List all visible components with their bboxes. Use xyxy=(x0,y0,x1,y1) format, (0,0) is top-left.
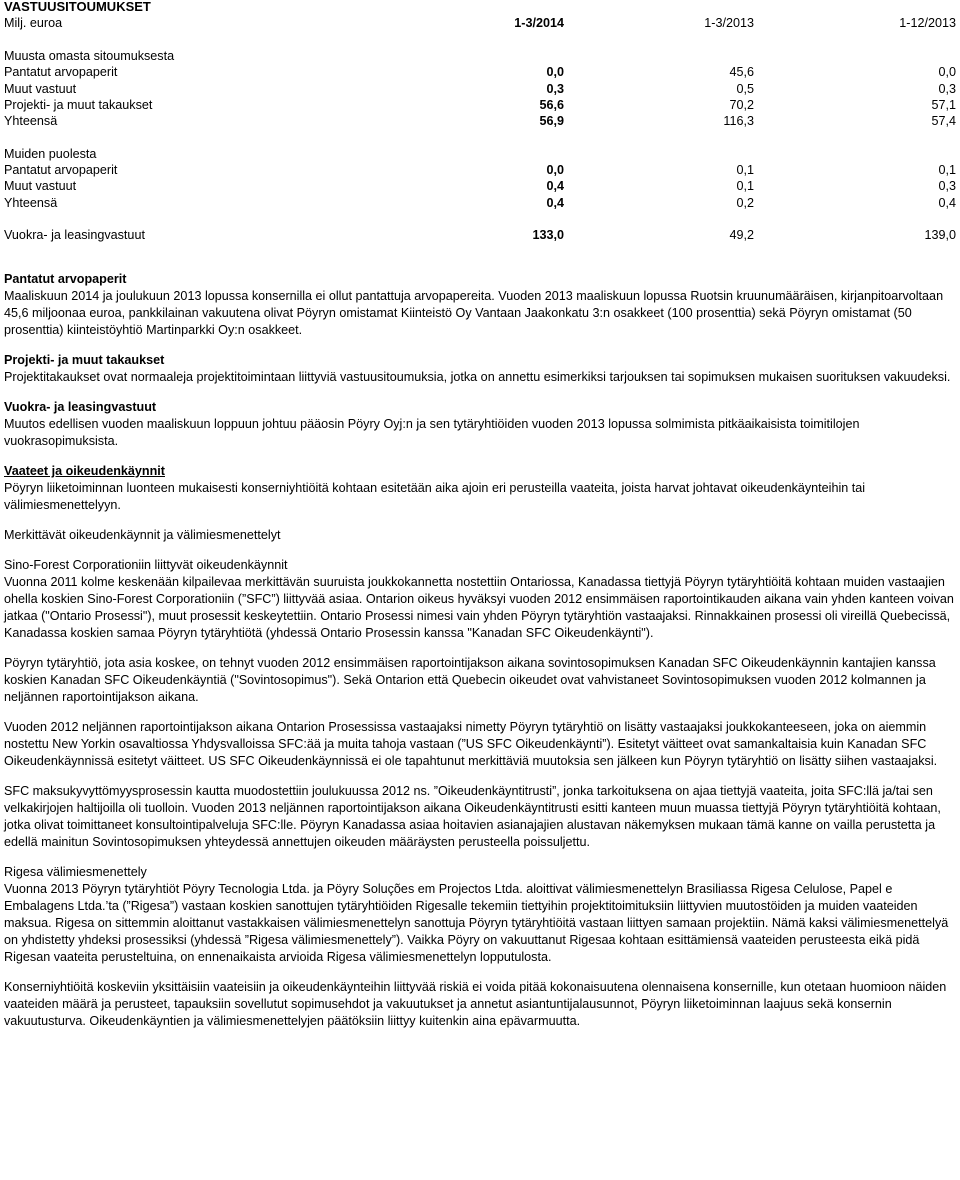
section-heading-others xyxy=(4,145,956,161)
note-text: Pöyryn liiketoiminnan luonteen mukaisesti konserniyhtiöitä kohtaan esitetään aika ajoin eri perusteilla vaateita, joista harvat johtavat oikeudenkäynteihin tai välimiesmenettelyyn. xyxy=(4,480,866,512)
table-row xyxy=(4,64,956,80)
note-text: Pöyryn tytäryhtiö, jota asia koskee, on tehnyt vuoden 2012 ensimmäisen raportointijakson aikana sovintosopimuksen Kanadan SFC Oikeudenkäynnin kantajien kanssa koskien Kanadan SFC Oikeudenkäyntiä ("Sovintosopimus"). Sekä Ontarion että Quebecin oikeudet ovat vahvistaneet Sovintosopimuksen vuoden 2012 kolmannen ja neljännen raportointijakson aikana. xyxy=(4,655,936,704)
value-fy-2013: 139,0 xyxy=(924,227,956,242)
row-label: Pantatut arvopaperit xyxy=(4,162,118,177)
value-fy-2013: 57,4 xyxy=(931,114,956,129)
value-q1-2014: 56,6 xyxy=(539,98,564,113)
note-text: Konserniyhtiöitä koskeviin yksittäisiin vaateisiin ja oikeudenkäynteihin liittyvää riskiä ei voida pitää kokonaisuutena olennaisena konsernille, kun otetaan huomioon näiden vaateiden määrä ja perusteet, tapauksiin sovellutut sopimusehdot ja vakuutukset ja annetut asiantuntijalausunnot, Pöyryn liiketoiminnan laajuus sekä konsernin vakuutusturva. Oikeudenkäyntien ja välimiesmenettelyjen päätöksiin liittyy kuitenkin aina epävarmuutta. xyxy=(4,979,947,1028)
col-header-fy-2013: 1-12/2013 xyxy=(899,16,956,30)
note-text: SFC maksukyvyttömyysprosessin kautta muodostettiin joulukuussa 2012 ns. ”Oikeudenkäyntitrusti”, jonka tarkoituksena on ajaa tiettyjä vaateita, joita SFC:llä ja/tai sen velkakirjojen haltijoilla oli tuolloin. Vuoden 2013 neljännen raportointijakson aikana Oikeudenkäyntitrusti esitti kanteen muun muassa tiettyjä Pöyryn tytäryhtiöitä kohtaan, jotka olivat toimittaneet konsultointipalveluja SFC:lle. Pöyryn Kanadassa asiaa hoitavien asianajajien alustavan näkemyksen mukaan tämä kanne on vailla perustetta ja edellä mainitun Sovintosopimuksen yhteydessä annettujen oikeuden määräysten perusteella poissuljettu. xyxy=(4,783,941,849)
value-q1-2013: 45,6 xyxy=(729,65,754,80)
value-q1-2014: 56,9 xyxy=(539,114,564,129)
row-label: Projekti- ja muut takaukset xyxy=(4,98,153,113)
note-pledged xyxy=(4,271,956,339)
note-heading: Sino-Forest Corporationiin liittyvät oikeudenkäynnit xyxy=(4,557,288,572)
note-text: Projektitakaukset ovat normaaleja projektitoimintaan liittyviä vastuusitoumuksia, jotka on annettu esimerkiksi tarjouksen tai sopimuksen mukaisen suorituksen vakuudeksi. xyxy=(4,369,951,384)
row-label: Muut vastuut xyxy=(4,81,77,96)
col-header-q1-2014: 1-3/2014 xyxy=(514,16,564,30)
value-q1-2013: 49,2 xyxy=(729,227,754,242)
note-sino-forest-us xyxy=(4,719,956,770)
value-fy-2013: 0,3 xyxy=(938,179,956,194)
note-closing xyxy=(4,979,956,1030)
table-row xyxy=(4,97,956,113)
value-q1-2014: 133,0 xyxy=(532,227,564,242)
row-label: Yhteensä xyxy=(4,114,58,129)
note-heading: Merkittävät oikeudenkäynnit ja välimiesmenettelyt xyxy=(4,527,281,542)
note-heading: Vuokra- ja leasingvastuut xyxy=(4,399,157,414)
row-label: Muut vastuut xyxy=(4,179,77,194)
value-q1-2013: 116,3 xyxy=(723,114,754,129)
note-sino-forest-trust xyxy=(4,783,956,851)
value-q1-2013: 0,5 xyxy=(736,81,754,96)
value-fy-2013: 0,3 xyxy=(938,81,956,96)
section-heading: Muusta omasta sitoumuksesta xyxy=(4,49,175,64)
section-heading-own xyxy=(4,48,956,64)
value-fy-2013: 57,1 xyxy=(931,98,956,113)
row-label: Yhteensä xyxy=(4,195,58,210)
note-significant xyxy=(4,527,956,544)
note-leasing xyxy=(4,399,956,450)
lease-row xyxy=(4,227,956,243)
note-text: Vuoden 2012 neljännen raportointijakson aikana Ontarion Prosessissa vastaajaksi nimetty Pöyryn tytäryhtiö on lisätty vastaajaksi joukkokanteeseen, joka on aiemmin nostettu New Yorkin osavaltiossa Yhdysvalloissa SFC:ää ja muita tahoja vastaan (”US SFC Oikeudenkäynti”). Esitetyt väitteet ovat samankaltaisia kuin Kanadan SFC Oikeudenkäynnissä esitetyt väitteet. US SFC Oikeudenkäynnissä ei ole tapahtunut merkittäviä muutoksia sen jälkeen kun Pöyryn tytäryhtiö on lisätty siihen vastaajaksi. xyxy=(4,719,938,768)
note-sino-forest-settlement xyxy=(4,655,956,706)
value-q1-2014: 0,4 xyxy=(546,179,564,194)
value-fy-2013: 0,4 xyxy=(938,195,956,210)
unit-label: Milj. euroa xyxy=(4,16,63,30)
value-q1-2013: 0,1 xyxy=(736,162,754,177)
note-guarantees xyxy=(4,352,956,386)
page-title: VASTUUSITOUMUKSET xyxy=(4,0,151,14)
table-row-total xyxy=(4,194,956,210)
note-heading: Pantatut arvopaperit xyxy=(4,271,127,286)
value-q1-2014: 0,0 xyxy=(546,65,564,80)
table-row xyxy=(4,178,956,194)
commitments-table xyxy=(4,14,956,243)
note-text: Muutos edellisen vuoden maaliskuun loppuun johtuu pääosin Pöyry Oyj:n ja sen tytäryhtiöiden vuoden 2013 lopussa solmimista pitkäaikaisista toimitilojen vuokrasopimuksista. xyxy=(4,416,860,448)
row-label: Vuokra- ja leasingvastuut xyxy=(4,227,145,242)
value-fy-2013: 0,0 xyxy=(938,65,956,80)
note-text: Vuonna 2011 kolme keskenään kilpailevaa merkittävän suuruista joukkokannetta nostettiin Ontariossa, Kanadassa tiettyjä Pöyryn tytäryhtiöitä kohtaan muiden vastaajien ohella koskien Sino-Forest Corporationiin (”SFC”) liittyvää asiaa. Ontarion oikeus hyväksyi vuoden 2012 ensimmäisen raportointikauden aikana vain yhden kanteen voivan jatkaa ("Ontario Prosessi"), muut prosessit keskeytettiin. Ontario Prosessi nimesi vain yhden Pöyryn tytäryhtiön vastaajaksi. Rinnakkainen prosessi oli vireillä Quebecissä, Kanadassa koskien samaa Pöyryn tytäryhtiötä (yhdessä Ontario Prosessin kanssa "Kanadan SFC Oikeudenkäynti"). xyxy=(4,574,954,640)
table-row xyxy=(4,162,956,178)
value-q1-2013: 0,2 xyxy=(736,195,754,210)
note-sino-forest xyxy=(4,557,956,642)
value-q1-2014: 0,4 xyxy=(546,195,564,210)
note-rigesa xyxy=(4,864,956,966)
table-row-total xyxy=(4,113,956,129)
note-text: Maaliskuun 2014 ja joulukuun 2013 lopussa konsernilla ei ollut pantattuja arvopapereita. Vuoden 2013 maaliskuun lopussa Ruotsin kruunumääräisen, kirjanpitoarvoltaan 45,6 miljoonaa euroa, pankkilainan vakuutena olivat Pöyryn omistamat Kiinteistö Oy Vantaan Jaakonkatu 3:n osakkeet (100 prosenttia) sekä Pöyryn omistamat (50 prosenttia) kiinteistöyhtiö Martinparkki Oy:n osakkeet. xyxy=(4,288,944,337)
table-header-row xyxy=(4,14,956,32)
section-heading: Muiden puolesta xyxy=(4,146,97,161)
note-heading: Projekti- ja muut takaukset xyxy=(4,352,165,367)
note-heading: Rigesa välimiesmenettely xyxy=(4,864,147,879)
value-q1-2013: 0,1 xyxy=(736,179,754,194)
value-q1-2014: 0,0 xyxy=(546,162,564,177)
table-row xyxy=(4,81,956,97)
col-header-q1-2013: 1-3/2013 xyxy=(704,16,754,30)
note-heading: Vaateet ja oikeudenkäynnit xyxy=(4,463,165,478)
value-fy-2013: 0,1 xyxy=(938,162,956,177)
value-q1-2014: 0,3 xyxy=(546,81,564,96)
row-label: Pantatut arvopaperit xyxy=(4,65,118,80)
value-q1-2013: 70,2 xyxy=(729,98,754,113)
note-claims xyxy=(4,463,956,514)
note-text: Vuonna 2013 Pöyryn tytäryhtiöt Pöyry Tecnologia Ltda. ja Pöyry Soluções em Projectos Ltda. aloittivat välimiesmenettelyn Brasiliassa Rigesa Celulose, Papel e Embalagens Ltda.’ta (”Rigesa”) vastaan koskien sanottujen tytäryhtiöiden Rigesalle tekemiin tiettyihin projektitoimituksiin liittyvien muutostöiden ja muiden vaateiden maksua. Rigesa on sittemmin aloittanut vastakkaisen välimiesmenettelyn sanottuja Pöyryn tytäryhtiöitä vastaan liittyen samaan projektiin. Nämä kaksi välimiesmenettelyä on yhdistetty yhdeksi prosessiksi (yhdessä ”Rigesa välimiesmenettely”). Vaikka Pöyry on vakuuttanut Rigesaa kohtaan esittämiensä vaateiden perusteesta eikä pidä Rigesan vaateita perusteltuina, on ennenaikaista arvioida Rigesa välimiesmenettelyn lopputulosta. xyxy=(4,881,949,964)
